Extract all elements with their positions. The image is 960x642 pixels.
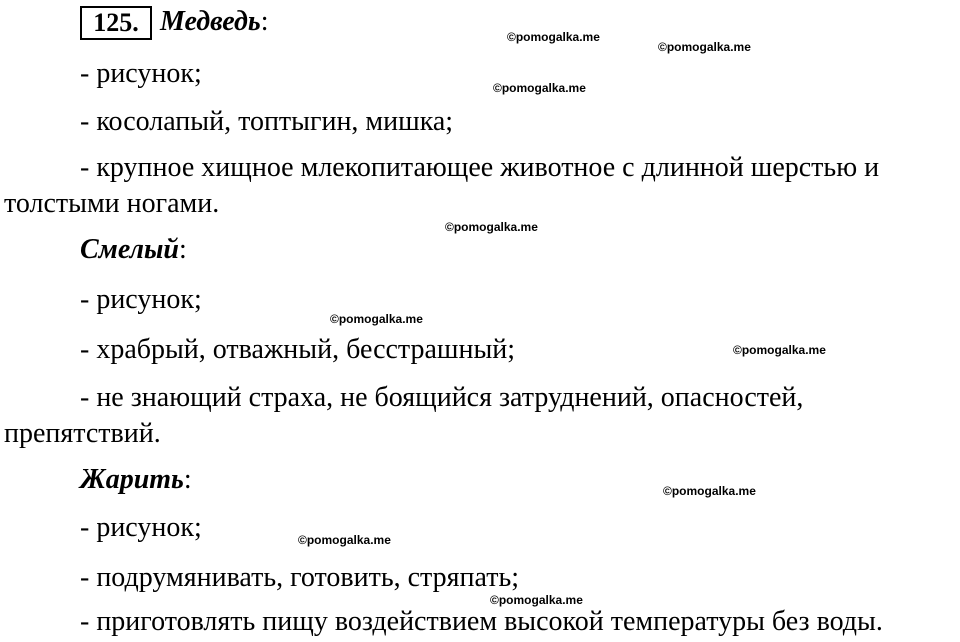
watermark: ©pomogalka.me — [663, 484, 756, 498]
watermark: ©pomogalka.me — [298, 533, 391, 547]
definition-line: - рисунок; — [80, 512, 202, 543]
definition-line: - крупное хищное млекопитающее животное с длинной шерстью и — [80, 152, 880, 183]
headword: Смелый — [80, 234, 179, 265]
headword-colon: : — [178, 234, 187, 265]
headword-colon: : — [183, 464, 192, 495]
watermark: ©pomogalka.me — [733, 343, 826, 357]
definition-line: - храбрый, отважный, бесстрашный; — [80, 334, 516, 365]
headword: Медведь — [160, 6, 261, 37]
headword-line — [160, 6, 269, 38]
watermark: ©pomogalka.me — [493, 81, 586, 95]
definition-line: - приготовлять пищу воздействием высокой температуры без воды. — [80, 606, 883, 637]
definition-line: - подрумянивать, готовить, стряпать; — [80, 562, 519, 593]
definition-line: - рисунок; — [80, 284, 202, 315]
watermark: ©pomogalka.me — [658, 40, 751, 54]
definition-line: толстыми ногами. — [4, 188, 220, 219]
definition-line: - косолапый, топтыгин, мишка; — [80, 106, 454, 137]
watermark: ©pomogalka.me — [445, 220, 538, 234]
definition-line: - рисунок; — [80, 58, 202, 89]
definition-line: - не знающий страха, не боящийся затруднений, опасностей, — [80, 382, 804, 413]
definition-line: препятствий. — [4, 418, 161, 449]
headword: Жарить — [80, 464, 184, 495]
exercise-number: 125. — [80, 6, 152, 40]
headword-colon: : — [260, 6, 269, 37]
watermark: ©pomogalka.me — [330, 312, 423, 326]
watermark: ©pomogalka.me — [507, 30, 600, 44]
headword-line — [80, 234, 187, 266]
watermark: ©pomogalka.me — [490, 593, 583, 607]
headword-line — [80, 464, 192, 496]
